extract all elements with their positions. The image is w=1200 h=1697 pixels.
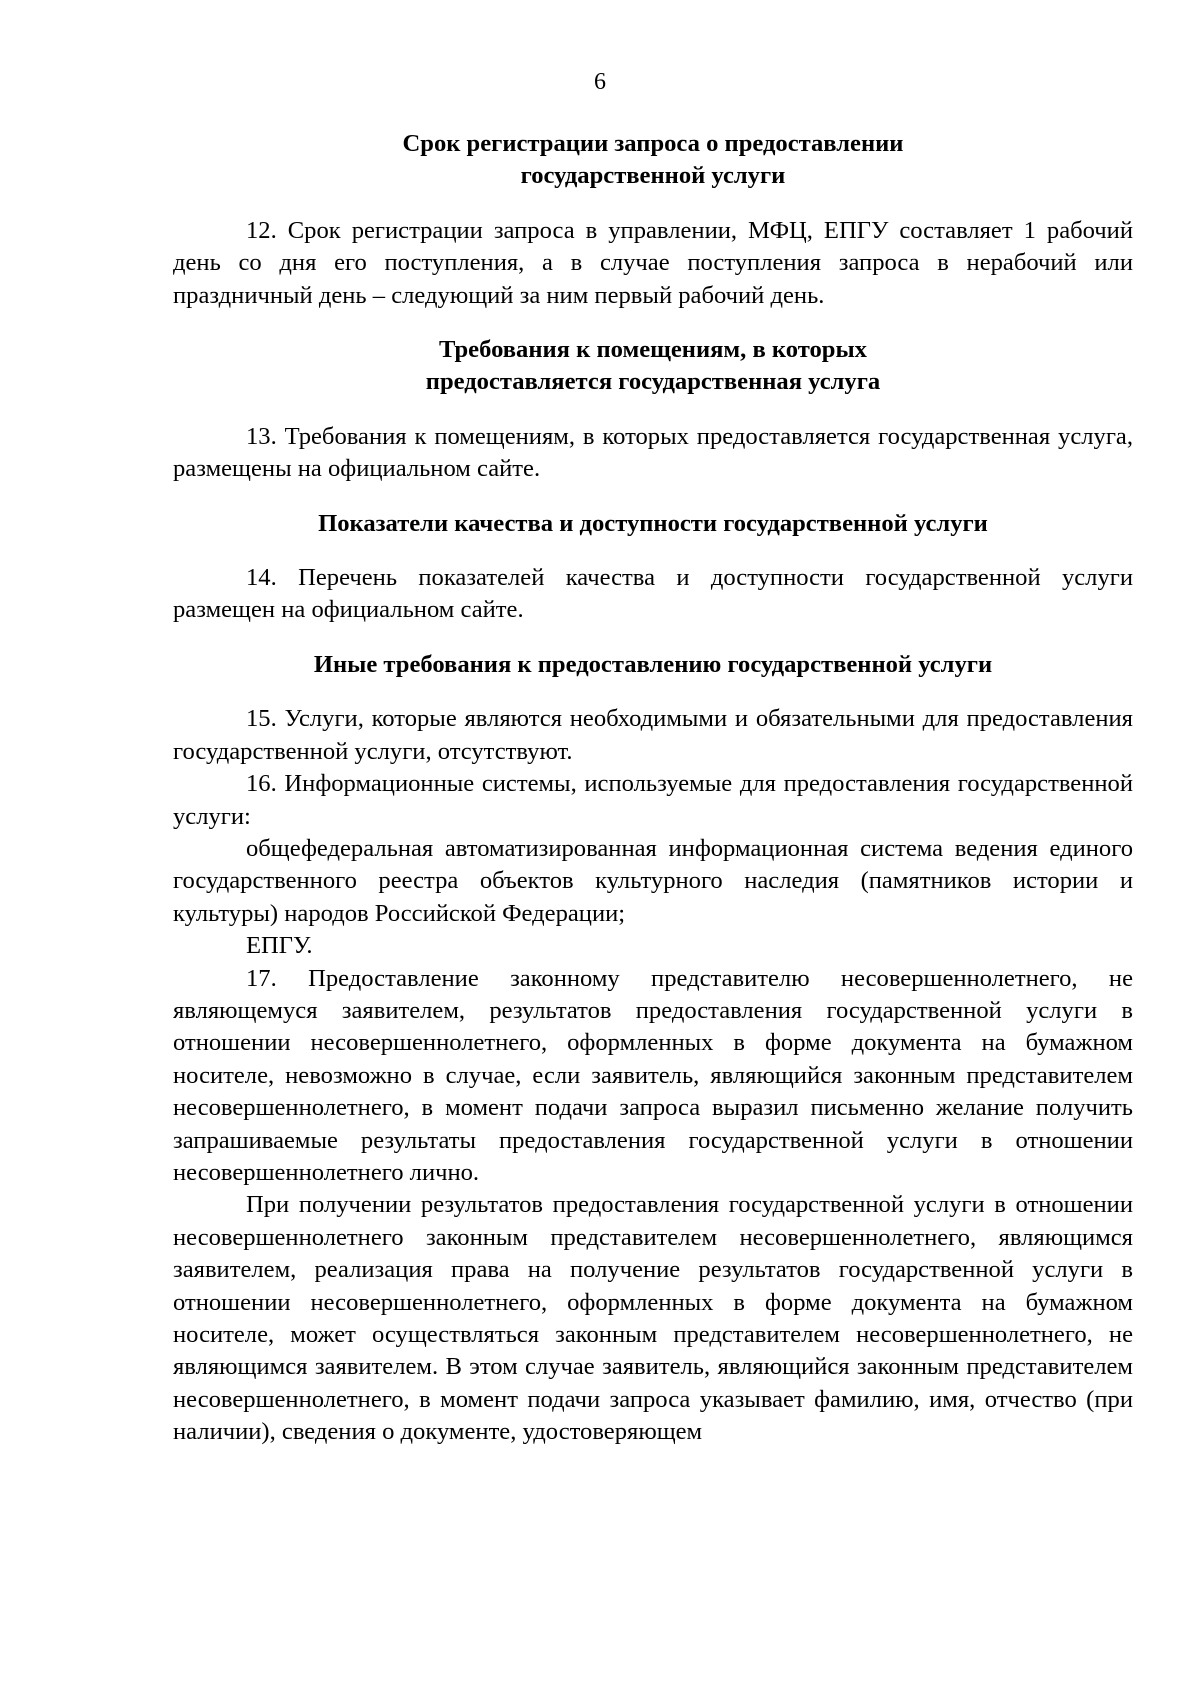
paragraph-15: 15. Услуги, которые являются необходимыми и обязательными для предоставления государственной услуги, отсутствуют. [173, 705, 1133, 765]
paragraph-16: 16. Информационные системы, используемые для предоставления государственной услуги: [173, 770, 1133, 830]
paragraph-16-item-federal-system: общефедеральная автоматизированная информационная система ведения единого государственного реестра объектов культурного наследия (памятников истории и культуры) народов Российской Федерации; [173, 834, 1133, 927]
paragraph-17: 17. Предоставление законному представителю несовершеннолетнего, не являющемуся заявителем, результатов предоставления государственной услуги в отношении несовершеннолетнего, оформленных в форме документа на бумажном носителе, невозможно в случае, если заявитель, являющийся законным представителем несовершеннолетнего, в момент подачи запроса выразил письменно желание получить запрашиваемые результаты предоставления государственной услуги в отношении несовершеннолетнего лично. [173, 964, 1133, 1186]
heading-line: государственной услуги [520, 162, 786, 190]
paragraph-17-continuation: При получении результатов предоставления государственной услуги в отношении несовершеннолетнего законным представителем несовершеннолетнего, являющимся заявителем, реализация права на получение результатов государственной услуги в отношении несовершеннолетнего, оформленных в форме документа на бумажном носителе, может осуществляться законным представителем несовершеннолетнего, не являющимся заявителем. В этом случае заявитель, являющийся законным представителем несовершеннолетнего, в момент подачи запроса указывает фамилию, имя, отчество (при наличии), сведения о документе, удостоверяющем [173, 1191, 1133, 1446]
paragraph-16-item-epgu: ЕПГУ. [246, 932, 313, 960]
heading-line: предоставляется государственная услуга [425, 368, 881, 396]
heading-line: Иные требования к предоставлению государственной услуги [313, 650, 993, 678]
document-body [173, 128, 1133, 1449]
heading-line: Срок регистрации запроса о предоставлении [402, 130, 904, 157]
paragraph-13: 13. Требования к помещениям, в которых предоставляется государственная услуга, размещены на официальном сайте. [173, 422, 1133, 483]
page-number: 6 [594, 69, 606, 95]
section-heading-other-requirements [173, 649, 1133, 681]
section-heading-quality-indicators [173, 508, 1133, 540]
section-heading-premises-requirements [173, 334, 1133, 399]
paragraph-12: 12. Срок регистрации запроса в управлении, МФЦ, ЕПГУ составляет 1 рабочий день со дня его поступления, а в случае поступления запроса в нерабочий или праздничный день – следующий за ним первый рабочий день. [173, 216, 1133, 309]
heading-line: Требования к помещениям, в которых [439, 336, 867, 364]
heading-line: Показатели качества и доступности государственной услуги [318, 509, 988, 537]
paragraph-14: 14. Перечень показателей качества и доступности государственной услуги размещен на официальном сайте. [173, 564, 1133, 624]
section-heading-registration-term [173, 128, 1133, 193]
